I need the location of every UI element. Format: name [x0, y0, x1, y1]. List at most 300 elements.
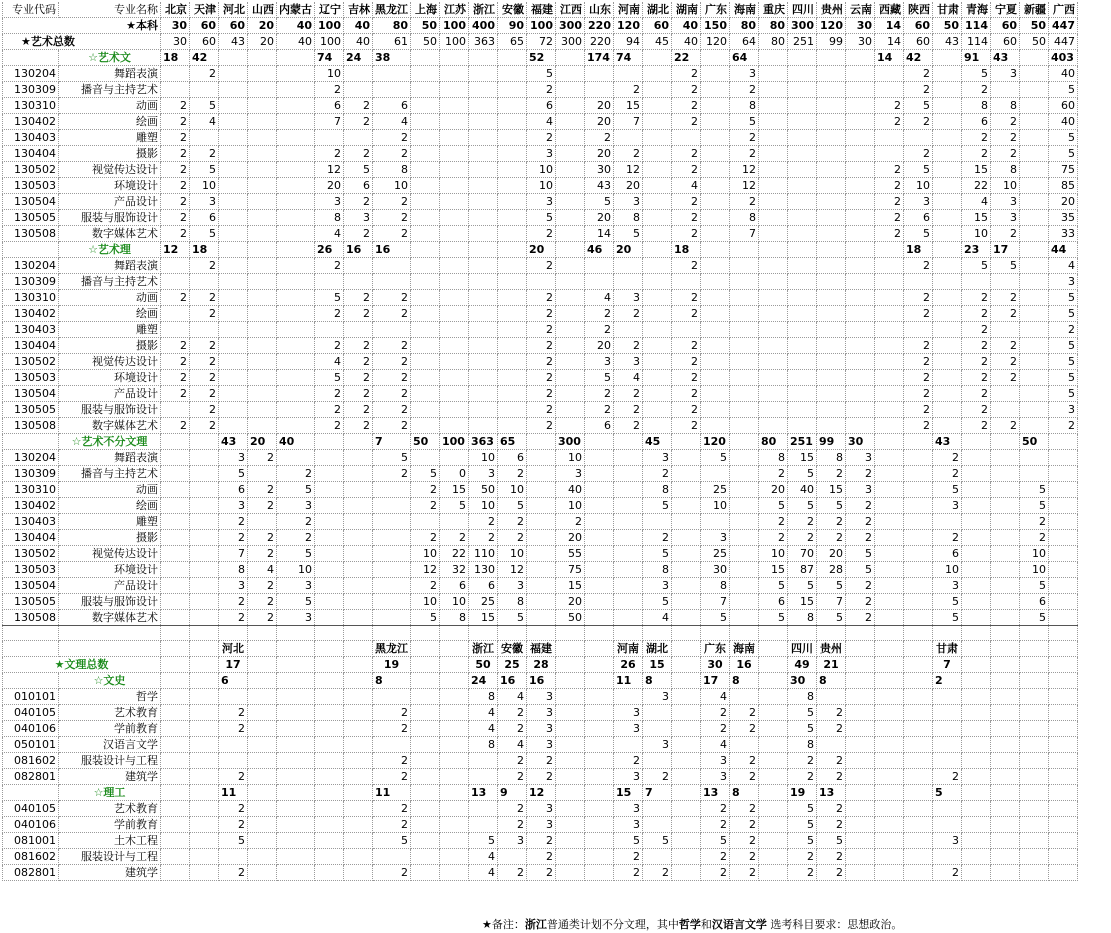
plan-count[interactable]: 2 [643, 865, 672, 881]
plan-count[interactable] [875, 146, 904, 162]
plan-count[interactable] [440, 705, 469, 721]
plan-count[interactable] [643, 194, 672, 210]
plan-count[interactable] [846, 66, 875, 82]
plan-count[interactable] [759, 833, 788, 849]
plan-count[interactable] [498, 194, 527, 210]
plan-count[interactable] [730, 610, 759, 626]
plan-count[interactable]: 5 [643, 594, 672, 610]
plan-count[interactable] [248, 178, 277, 194]
plan-count[interactable] [962, 865, 991, 881]
wenli-section-total[interactable] [344, 785, 373, 801]
benke-value[interactable]: 150 [701, 18, 730, 34]
major-code[interactable]: 130404 [3, 338, 59, 354]
plan-count[interactable] [248, 721, 277, 737]
plan-count[interactable]: 2 [904, 66, 933, 82]
plan-count[interactable]: 3 [219, 450, 248, 466]
plan-count[interactable]: 2 [962, 386, 991, 402]
plan-count[interactable]: 10 [469, 450, 498, 466]
plan-count[interactable] [614, 737, 643, 753]
plan-count[interactable] [962, 466, 991, 482]
major-name[interactable]: 绘画 [59, 114, 161, 130]
plan-count[interactable] [933, 66, 962, 82]
plan-count[interactable] [440, 801, 469, 817]
art-total-value[interactable]: 50 [1020, 34, 1049, 50]
plan-count[interactable] [585, 833, 614, 849]
plan-count[interactable] [344, 801, 373, 817]
plan-count[interactable]: 3 [643, 689, 672, 705]
plan-count[interactable]: 3 [1049, 274, 1078, 290]
plan-count[interactable]: 4 [701, 689, 730, 705]
plan-count[interactable] [846, 705, 875, 721]
plan-count[interactable]: 2 [846, 594, 875, 610]
art-total-value[interactable]: 50 [411, 34, 440, 50]
plan-count[interactable]: 10 [411, 594, 440, 610]
plan-count[interactable] [788, 146, 817, 162]
plan-count[interactable] [991, 386, 1020, 402]
plan-count[interactable] [730, 594, 759, 610]
section-total[interactable]: 42 [190, 50, 219, 66]
plan-count[interactable]: 3 [277, 578, 315, 594]
plan-count[interactable] [846, 402, 875, 418]
plan-count[interactable] [161, 66, 190, 82]
plan-count[interactable]: 2 [344, 194, 373, 210]
plan-count[interactable] [161, 514, 190, 530]
plan-count[interactable] [991, 753, 1020, 769]
plan-count[interactable] [875, 578, 904, 594]
plan-count[interactable]: 5 [498, 498, 527, 514]
plan-count[interactable] [277, 705, 315, 721]
plan-count[interactable]: 8 [788, 689, 817, 705]
plan-count[interactable] [315, 849, 344, 865]
plan-count[interactable]: 5 [219, 466, 248, 482]
plan-count[interactable]: 15 [440, 482, 469, 498]
plan-count[interactable] [730, 482, 759, 498]
plan-count[interactable] [277, 689, 315, 705]
plan-count[interactable]: 130 [469, 562, 498, 578]
plan-count[interactable] [219, 226, 248, 242]
art-total-value[interactable]: 45 [643, 34, 672, 50]
plan-count[interactable] [248, 146, 277, 162]
wenli-total-value[interactable] [190, 657, 219, 673]
plan-count[interactable] [672, 274, 701, 290]
wenli-section-total[interactable] [190, 673, 219, 689]
name-header[interactable]: 专业名称 [59, 2, 161, 18]
plan-count[interactable] [469, 386, 498, 402]
major-code[interactable]: 130310 [3, 290, 59, 306]
plan-count[interactable] [190, 610, 219, 626]
section-total[interactable] [933, 242, 962, 258]
plan-count[interactable]: 2 [190, 258, 219, 274]
art-total-value[interactable]: 220 [585, 34, 614, 50]
wenli-province-header[interactable] [344, 641, 373, 657]
plan-count[interactable] [1020, 226, 1049, 242]
plan-count[interactable] [527, 610, 556, 626]
plan-count[interactable] [643, 66, 672, 82]
plan-count[interactable]: 2 [373, 817, 411, 833]
plan-count[interactable] [315, 274, 344, 290]
section-total[interactable]: 80 [759, 434, 788, 450]
plan-count[interactable]: 2 [219, 817, 248, 833]
plan-count[interactable] [1020, 290, 1049, 306]
section-label[interactable]: ☆艺术理 [59, 242, 161, 258]
plan-count[interactable] [440, 98, 469, 114]
plan-count[interactable]: 5 [904, 162, 933, 178]
plan-count[interactable] [219, 146, 248, 162]
section-total[interactable]: 52 [527, 50, 556, 66]
plan-count[interactable]: 2 [672, 354, 701, 370]
plan-count[interactable]: 10 [440, 594, 469, 610]
plan-count[interactable] [585, 817, 614, 833]
plan-count[interactable] [440, 402, 469, 418]
plan-count[interactable]: 6 [440, 578, 469, 594]
plan-count[interactable] [219, 194, 248, 210]
benke-value[interactable]: 40 [344, 18, 373, 34]
plan-count[interactable] [277, 82, 315, 98]
plan-count[interactable] [556, 98, 585, 114]
major-code[interactable]: 130404 [3, 530, 59, 546]
plan-count[interactable]: 10 [1020, 546, 1049, 562]
plan-count[interactable]: 2 [730, 801, 759, 817]
plan-count[interactable]: 25 [701, 482, 730, 498]
wenli-section-total[interactable] [846, 673, 875, 689]
plan-count[interactable] [817, 737, 846, 753]
plan-count[interactable]: 2 [219, 801, 248, 817]
plan-count[interactable] [701, 226, 730, 242]
plan-count[interactable]: 5 [759, 610, 788, 626]
plan-count[interactable] [556, 817, 585, 833]
plan-count[interactable]: 2 [373, 194, 411, 210]
plan-count[interactable] [469, 370, 498, 386]
plan-count[interactable]: 2 [190, 338, 219, 354]
plan-count[interactable] [248, 466, 277, 482]
plan-count[interactable] [219, 370, 248, 386]
plan-count[interactable] [875, 610, 904, 626]
plan-count[interactable] [875, 705, 904, 721]
plan-count[interactable]: 2 [190, 290, 219, 306]
plan-count[interactable]: 2 [190, 418, 219, 434]
plan-count[interactable]: 2 [527, 130, 556, 146]
plan-count[interactable] [498, 130, 527, 146]
plan-count[interactable]: 3 [527, 194, 556, 210]
plan-count[interactable]: 3 [933, 498, 962, 514]
art-total-value[interactable]: 99 [817, 34, 846, 50]
art-total-label[interactable]: ★艺术总数 [3, 34, 161, 50]
plan-count[interactable]: 5 [817, 610, 846, 626]
wenli-section-total[interactable] [248, 673, 277, 689]
plan-count[interactable]: 3 [643, 578, 672, 594]
plan-count[interactable] [643, 418, 672, 434]
plan-count[interactable] [344, 66, 373, 82]
plan-count[interactable]: 10 [469, 498, 498, 514]
section-total[interactable]: 43 [991, 50, 1020, 66]
plan-count[interactable]: 5 [846, 562, 875, 578]
plan-count[interactable] [875, 450, 904, 466]
plan-count[interactable] [1049, 737, 1078, 753]
plan-count[interactable]: 2 [730, 769, 759, 785]
plan-count[interactable] [1020, 130, 1049, 146]
wenli-province-header[interactable]: 海南 [730, 641, 759, 657]
wenli-section-total[interactable] [759, 673, 788, 689]
plan-count[interactable] [759, 306, 788, 322]
plan-count[interactable]: 4 [962, 194, 991, 210]
plan-count[interactable] [219, 737, 248, 753]
wenli-province-header[interactable] [277, 641, 315, 657]
wenli-section-total[interactable] [962, 785, 991, 801]
major-code[interactable]: 130403 [3, 322, 59, 338]
plan-count[interactable] [556, 386, 585, 402]
plan-count[interactable]: 5 [759, 498, 788, 514]
plan-count[interactable] [585, 258, 614, 274]
plan-count[interactable] [556, 705, 585, 721]
plan-count[interactable]: 3 [643, 450, 672, 466]
province-header[interactable]: 北京 [161, 2, 190, 18]
plan-count[interactable] [1049, 769, 1078, 785]
plan-count[interactable] [875, 769, 904, 785]
section-total[interactable]: 20 [527, 242, 556, 258]
plan-count[interactable]: 2 [498, 721, 527, 737]
plan-count[interactable] [248, 322, 277, 338]
plan-count[interactable] [788, 418, 817, 434]
section-total[interactable]: 24 [344, 50, 373, 66]
section-total[interactable] [344, 434, 373, 450]
plan-count[interactable]: 5 [904, 226, 933, 242]
section-total[interactable] [875, 434, 904, 450]
plan-count[interactable]: 2 [788, 530, 817, 546]
section-total[interactable] [161, 434, 190, 450]
plan-count[interactable] [1020, 769, 1049, 785]
blank-cell[interactable] [614, 626, 643, 641]
plan-count[interactable] [315, 130, 344, 146]
plan-count[interactable]: 2 [962, 354, 991, 370]
section-total[interactable]: 30 [846, 434, 875, 450]
plan-count[interactable] [277, 162, 315, 178]
plan-count[interactable] [788, 114, 817, 130]
plan-count[interactable] [315, 610, 344, 626]
plan-count[interactable] [1020, 258, 1049, 274]
plan-count[interactable]: 2 [933, 450, 962, 466]
plan-count[interactable] [344, 466, 373, 482]
plan-count[interactable]: 2 [344, 370, 373, 386]
plan-count[interactable] [701, 114, 730, 130]
plan-count[interactable]: 2 [373, 386, 411, 402]
plan-count[interactable] [730, 737, 759, 753]
plan-count[interactable]: 15 [962, 210, 991, 226]
plan-count[interactable] [701, 178, 730, 194]
plan-count[interactable] [962, 705, 991, 721]
plan-count[interactable] [991, 466, 1020, 482]
plan-count[interactable] [556, 338, 585, 354]
wenli-section-total[interactable]: 16 [498, 673, 527, 689]
plan-count[interactable] [672, 865, 701, 881]
plan-count[interactable] [248, 98, 277, 114]
plan-count[interactable]: 2 [933, 466, 962, 482]
art-total-value[interactable]: 100 [315, 34, 344, 50]
plan-count[interactable] [344, 817, 373, 833]
wenli-section-total[interactable] [1020, 673, 1049, 689]
plan-count[interactable]: 2 [248, 578, 277, 594]
benke-value[interactable]: 50 [1020, 18, 1049, 34]
plan-count[interactable] [556, 689, 585, 705]
wenli-section-total[interactable]: 16 [527, 673, 556, 689]
section-total[interactable] [440, 242, 469, 258]
plan-count[interactable] [759, 817, 788, 833]
plan-count[interactable]: 2 [991, 306, 1020, 322]
plan-count[interactable] [962, 689, 991, 705]
plan-count[interactable]: 4 [469, 849, 498, 865]
blank-cell[interactable] [701, 626, 730, 641]
plan-count[interactable]: 3 [527, 705, 556, 721]
plan-count[interactable]: 2 [614, 418, 643, 434]
plan-count[interactable] [556, 370, 585, 386]
plan-count[interactable] [788, 322, 817, 338]
major-code[interactable]: 130204 [3, 450, 59, 466]
plan-count[interactable]: 12 [498, 562, 527, 578]
plan-count[interactable] [962, 801, 991, 817]
plan-count[interactable]: 10 [277, 562, 315, 578]
plan-count[interactable]: 30 [701, 562, 730, 578]
plan-count[interactable] [277, 98, 315, 114]
plan-count[interactable] [991, 849, 1020, 865]
plan-count[interactable]: 2 [788, 865, 817, 881]
wenli-total-value[interactable]: 26 [614, 657, 643, 673]
plan-count[interactable]: 2 [373, 801, 411, 817]
plan-count[interactable]: 5 [527, 210, 556, 226]
plan-count[interactable] [556, 849, 585, 865]
major-name[interactable]: 舞蹈表演 [59, 450, 161, 466]
plan-count[interactable] [643, 354, 672, 370]
plan-count[interactable] [759, 114, 788, 130]
plan-count[interactable] [315, 482, 344, 498]
plan-count[interactable] [933, 194, 962, 210]
plan-count[interactable]: 5 [344, 162, 373, 178]
plan-count[interactable] [817, 370, 846, 386]
section-total[interactable]: 300 [556, 434, 585, 450]
plan-count[interactable] [219, 753, 248, 769]
section-total[interactable] [614, 434, 643, 450]
plan-count[interactable] [315, 721, 344, 737]
plan-count[interactable] [344, 578, 373, 594]
plan-count[interactable] [904, 769, 933, 785]
plan-count[interactable]: 3 [614, 354, 643, 370]
section-total[interactable] [248, 242, 277, 258]
major-code[interactable]: 130504 [3, 386, 59, 402]
plan-count[interactable]: 4 [672, 178, 701, 194]
wenli-section-total[interactable] [440, 785, 469, 801]
major-code[interactable]: 130502 [3, 546, 59, 562]
major-code[interactable]: 130508 [3, 418, 59, 434]
plan-count[interactable]: 2 [962, 370, 991, 386]
plan-count[interactable]: 2 [991, 370, 1020, 386]
plan-count[interactable] [933, 721, 962, 737]
plan-count[interactable]: 2 [991, 130, 1020, 146]
plan-count[interactable] [759, 705, 788, 721]
plan-count[interactable] [344, 833, 373, 849]
plan-count[interactable]: 2 [219, 705, 248, 721]
plan-count[interactable] [875, 66, 904, 82]
plan-count[interactable] [1049, 482, 1078, 498]
wenli-section-total[interactable]: 13 [817, 785, 846, 801]
plan-count[interactable]: 2 [904, 386, 933, 402]
plan-count[interactable] [411, 258, 440, 274]
plan-count[interactable]: 5 [933, 594, 962, 610]
plan-count[interactable] [904, 562, 933, 578]
plan-count[interactable] [190, 450, 219, 466]
plan-count[interactable]: 2 [161, 354, 190, 370]
benke-value[interactable]: 114 [962, 18, 991, 34]
plan-count[interactable] [411, 146, 440, 162]
wenli-section-total[interactable] [161, 785, 190, 801]
plan-count[interactable] [817, 130, 846, 146]
plan-count[interactable] [469, 354, 498, 370]
plan-count[interactable] [277, 210, 315, 226]
plan-count[interactable] [556, 194, 585, 210]
plan-count[interactable]: 14 [585, 226, 614, 242]
plan-count[interactable]: 2 [701, 865, 730, 881]
plan-count[interactable] [904, 466, 933, 482]
benke-value[interactable]: 60 [643, 18, 672, 34]
plan-count[interactable] [585, 82, 614, 98]
plan-count[interactable]: 2 [672, 290, 701, 306]
plan-count[interactable] [277, 769, 315, 785]
plan-count[interactable]: 3 [277, 610, 315, 626]
plan-count[interactable]: 5 [788, 498, 817, 514]
plan-count[interactable] [277, 290, 315, 306]
plan-count[interactable] [933, 402, 962, 418]
major-code[interactable]: 050101 [3, 737, 59, 753]
plan-count[interactable] [846, 817, 875, 833]
plan-count[interactable] [219, 322, 248, 338]
plan-count[interactable] [373, 546, 411, 562]
plan-count[interactable]: 8 [614, 210, 643, 226]
plan-count[interactable] [411, 769, 440, 785]
plan-count[interactable]: 8 [469, 737, 498, 753]
plan-count[interactable] [701, 274, 730, 290]
plan-count[interactable] [788, 130, 817, 146]
plan-count[interactable] [759, 178, 788, 194]
major-name[interactable]: 土木工程 [59, 833, 161, 849]
wenli-total-value[interactable] [904, 657, 933, 673]
plan-count[interactable]: 2 [190, 386, 219, 402]
plan-count[interactable] [315, 546, 344, 562]
plan-count[interactable]: 5 [373, 450, 411, 466]
province-header[interactable]: 吉林 [344, 2, 373, 18]
plan-count[interactable] [933, 274, 962, 290]
plan-count[interactable] [614, 689, 643, 705]
major-name[interactable]: 动画 [59, 482, 161, 498]
plan-count[interactable]: 2 [1020, 514, 1049, 530]
plan-count[interactable]: 5 [498, 610, 527, 626]
plan-count[interactable]: 2 [190, 370, 219, 386]
art-total-value[interactable]: 94 [614, 34, 643, 50]
plan-count[interactable] [875, 482, 904, 498]
plan-count[interactable]: 2 [469, 530, 498, 546]
major-code[interactable]: 130403 [3, 514, 59, 530]
section-total[interactable] [991, 434, 1020, 450]
plan-count[interactable] [991, 530, 1020, 546]
plan-count[interactable]: 5 [315, 290, 344, 306]
plan-count[interactable] [904, 578, 933, 594]
plan-count[interactable]: 5 [788, 801, 817, 817]
major-code[interactable]: 130310 [3, 98, 59, 114]
plan-count[interactable] [161, 466, 190, 482]
plan-count[interactable] [730, 402, 759, 418]
plan-count[interactable]: 5 [411, 610, 440, 626]
plan-count[interactable] [846, 322, 875, 338]
plan-count[interactable] [759, 290, 788, 306]
section-total[interactable]: 23 [962, 242, 991, 258]
plan-count[interactable]: 15 [788, 450, 817, 466]
plan-count[interactable] [498, 338, 527, 354]
